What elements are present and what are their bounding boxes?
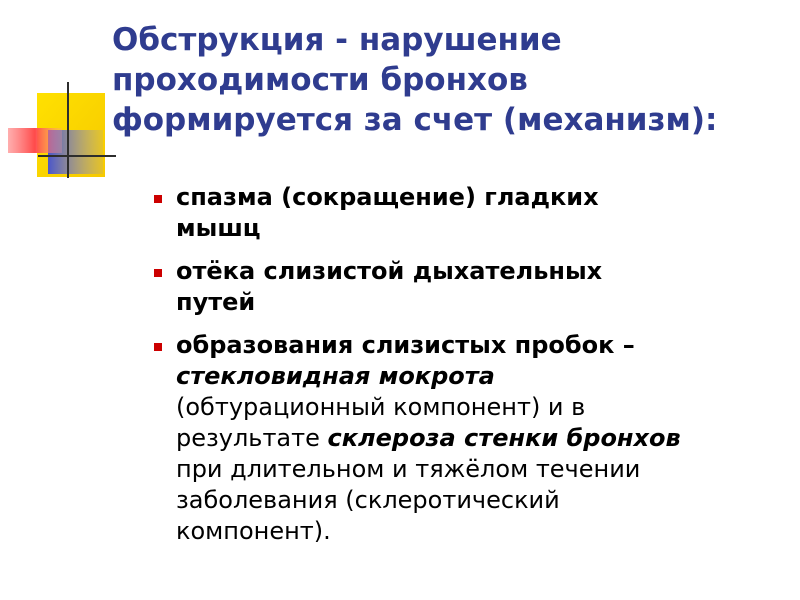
slide-title xyxy=(112,20,772,140)
red-square-bullet-icon xyxy=(154,195,162,203)
title-line-1: Обструкция - нарушение xyxy=(112,22,562,58)
corner-decoration xyxy=(0,0,120,190)
bullet-line: отёка слизистой дыхательных xyxy=(176,257,603,285)
red-square-bullet-icon xyxy=(154,343,162,351)
title-line-2: проходимости бронхов xyxy=(112,62,528,98)
mechanism-item-text xyxy=(176,182,775,244)
mechanism-item-edema xyxy=(150,256,775,318)
mechanism-item-text xyxy=(176,330,775,547)
bullet-line: образования слизистых пробок – xyxy=(176,331,635,359)
bullet-line: заболевания (склеротический xyxy=(176,486,560,514)
term-bronchial-wall-sclerosis: склероза стенки бронхов xyxy=(327,424,681,452)
line-prefix: результате xyxy=(176,424,328,452)
mechanism-item-mucus-plugs xyxy=(150,330,775,547)
bullet-line: спазма (сокращение) гладких xyxy=(176,183,599,211)
bullet-line: компонент). xyxy=(176,517,331,545)
bullet-line-with-term xyxy=(176,423,775,454)
bullet-line: при длительном и тяжёлом течении xyxy=(176,455,641,483)
term-vitreous-sputum: стекловидная мокрота xyxy=(176,362,495,390)
mechanism-list xyxy=(150,182,775,559)
mechanism-item-spasm xyxy=(150,182,775,244)
mechanism-item-text xyxy=(176,256,775,318)
bullet-line: мышц xyxy=(176,214,261,242)
red-bar xyxy=(8,128,62,153)
bullet-line: (обтурационный компонент) и в xyxy=(176,393,586,421)
title-line-3: формируется за счет (механизм): xyxy=(112,102,718,138)
bullet-line: путей xyxy=(176,288,256,316)
red-square-bullet-icon xyxy=(154,269,162,277)
